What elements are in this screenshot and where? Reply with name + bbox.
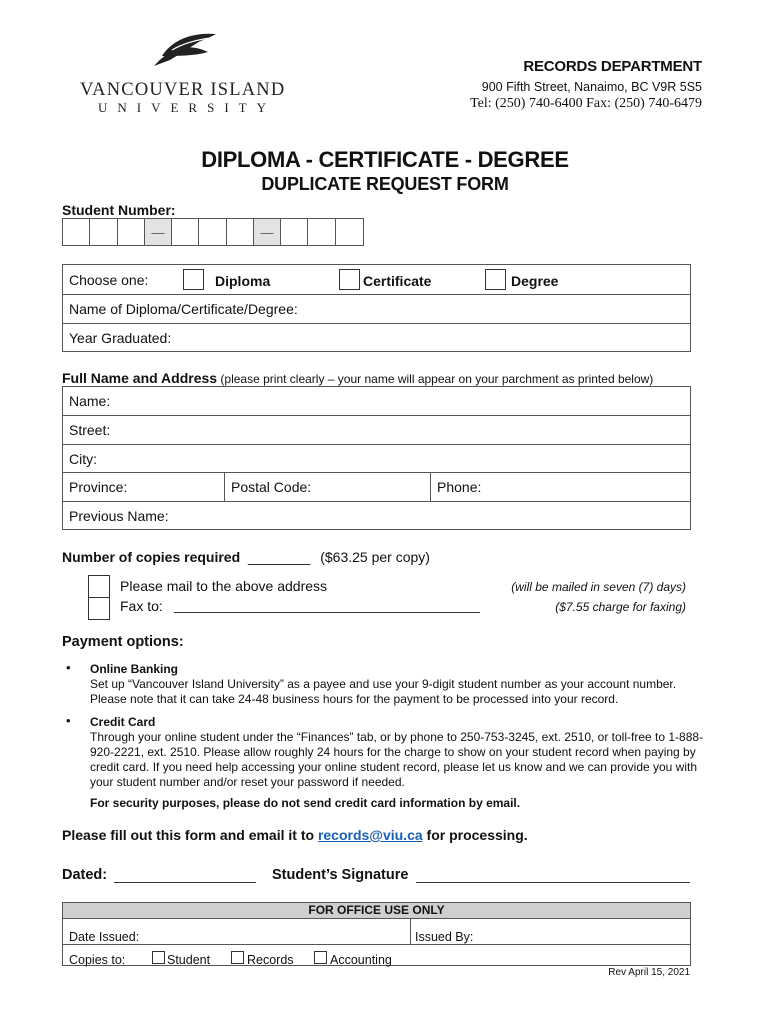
- form-title: DIPLOMA - CERTIFICATE - DEGREE: [201, 147, 569, 172]
- copies-blank[interactable]: ________: [248, 549, 311, 565]
- credential-section: [62, 264, 691, 352]
- phone-label: Phone:: [437, 479, 482, 495]
- certificate-checkbox[interactable]: [339, 269, 360, 290]
- security-note: For security purposes, please do not send credit card information by email.: [90, 796, 521, 810]
- bullet-icon: •: [66, 713, 71, 728]
- student-number-separator: —: [254, 219, 281, 245]
- credit-card-title: Credit Card: [90, 715, 156, 729]
- student-number-digit[interactable]: [336, 219, 363, 245]
- full-name-note: (please print clearly – your name will appear on your parchment as printed below): [217, 372, 654, 386]
- signature-input-line[interactable]: [416, 882, 690, 883]
- address-section: [62, 386, 691, 530]
- student-copy-checkbox[interactable]: [152, 951, 165, 964]
- accounting-copy-checkbox[interactable]: [314, 951, 327, 964]
- student-number-digit[interactable]: [281, 219, 308, 245]
- diploma-checkbox[interactable]: [183, 269, 204, 290]
- dated-input-line[interactable]: [114, 882, 256, 883]
- dated-label: Dated:: [62, 867, 108, 883]
- records-copy-checkbox[interactable]: [231, 951, 244, 964]
- student-number-digit[interactable]: [172, 219, 199, 245]
- date-issued-label: Date Issued:: [69, 930, 140, 944]
- certificate-label: Certificate: [363, 273, 432, 289]
- choose-label: Choose one:: [69, 271, 149, 288]
- postal-code-label: Postal Code:: [231, 479, 312, 495]
- copies-label: Number of copies required: [62, 549, 241, 565]
- degree-label: Degree: [511, 273, 559, 289]
- diploma-label: Diploma: [215, 273, 271, 289]
- city-label: City:: [69, 450, 97, 467]
- full-name-heading: [62, 370, 653, 386]
- city-field[interactable]: [63, 445, 690, 473]
- bullet-icon: •: [66, 660, 71, 675]
- previous-name-label: Previous Name:: [69, 508, 169, 524]
- student-number-digit[interactable]: [199, 219, 226, 245]
- phone-field[interactable]: [431, 473, 690, 501]
- fax-checkbox[interactable]: [88, 597, 110, 620]
- copies-price: ($63.25 per copy): [320, 549, 430, 565]
- student-number-digit[interactable]: [118, 219, 145, 245]
- signature-label: Student’s Signature: [272, 867, 409, 883]
- online-banking-title: Online Banking: [90, 662, 179, 676]
- full-name-title: Full Name and Address: [62, 370, 218, 386]
- student-copy-label: Student: [167, 953, 211, 967]
- payment-title: Payment options:: [62, 634, 184, 650]
- fax-label: Fax to:: [120, 598, 163, 614]
- student-number-label: Student Number:: [62, 202, 176, 218]
- choose-row: [63, 265, 690, 295]
- records-email-link[interactable]: records@viu.ca: [317, 827, 423, 843]
- mail-label: Please mail to the above address: [120, 578, 328, 594]
- records-title: RECORDS DEPARTMENT: [523, 58, 702, 75]
- student-number-digit[interactable]: [308, 219, 335, 245]
- province-field[interactable]: [63, 473, 225, 501]
- year-graduated-field[interactable]: [63, 324, 690, 352]
- student-number-digit[interactable]: [227, 219, 254, 245]
- logo-university: UNIVERSITY: [98, 100, 276, 115]
- fax-note: ($7.55 charge for faxing): [555, 600, 686, 614]
- issued-by-label: Issued By:: [415, 930, 474, 944]
- degree-checkbox[interactable]: [485, 269, 506, 290]
- submit-suffix: for processing.: [422, 827, 528, 843]
- submit-instructions: [62, 827, 528, 843]
- records-phone: Tel: (250) 740-6400 Fax: (250) 740-6479: [470, 96, 702, 111]
- street-label: Street:: [69, 422, 111, 438]
- postal-code-field[interactable]: [225, 473, 431, 501]
- student-number-digit[interactable]: [90, 219, 117, 245]
- credential-name-field[interactable]: [63, 295, 690, 324]
- logo-name: VANCOUVER ISLAND: [80, 80, 286, 100]
- name-field[interactable]: [63, 387, 690, 416]
- copies-row: [62, 549, 430, 565]
- student-number-field[interactable]: [62, 218, 364, 246]
- student-number-digit[interactable]: [63, 219, 90, 245]
- office-use-title: FOR OFFICE USE ONLY: [63, 903, 690, 919]
- previous-name-field[interactable]: [63, 502, 690, 530]
- credit-card-text: Through your online student under the “Finances” tab, or by phone to 250-753-3245, ext. 2510, or toll-free to 1-888-920-2221, ext. 2510. Please allow roughly 24 hours for the charge to show on your student record when paying by credit card. If you need help accessing your online student record, please let us know and we can provide you with your student number and/or reset your password if needed.: [90, 730, 704, 789]
- office-use-section: [62, 902, 691, 966]
- records-address: 900 Fifth Street, Nanaimo, BC V9R 5S5: [481, 80, 702, 94]
- mail-note: (will be mailed in seven (7) days): [511, 580, 686, 594]
- province-postal-phone-row: [63, 473, 690, 502]
- student-number-separator: —: [145, 219, 172, 245]
- credential-name-label: Name of Diploma/Certificate/Degree:: [69, 301, 298, 317]
- accounting-copy-label: Accounting: [330, 953, 392, 967]
- revision-date: Rev April 15, 2021: [608, 967, 690, 978]
- name-label: Name:: [69, 393, 111, 409]
- street-field[interactable]: [63, 416, 690, 445]
- province-label: Province:: [69, 479, 128, 495]
- fax-input-line[interactable]: [174, 612, 480, 613]
- copies-to-label: Copies to:: [69, 953, 126, 967]
- records-copy-label: Records: [247, 953, 294, 967]
- online-banking-text: Set up “Vancouver Island University” as a payee and use your 9-digit student number as your account number. Please note that it can take 24-48 business hours for the payment to be processed into your record.: [90, 677, 677, 706]
- submit-prefix: Please fill out this form and email it to: [62, 827, 318, 843]
- form-subtitle: DUPLICATE REQUEST FORM: [261, 174, 509, 194]
- viu-logo-leaf-icon: [152, 30, 218, 68]
- mail-checkbox[interactable]: [88, 575, 110, 596]
- year-graduated-label: Year Graduated:: [69, 330, 172, 346]
